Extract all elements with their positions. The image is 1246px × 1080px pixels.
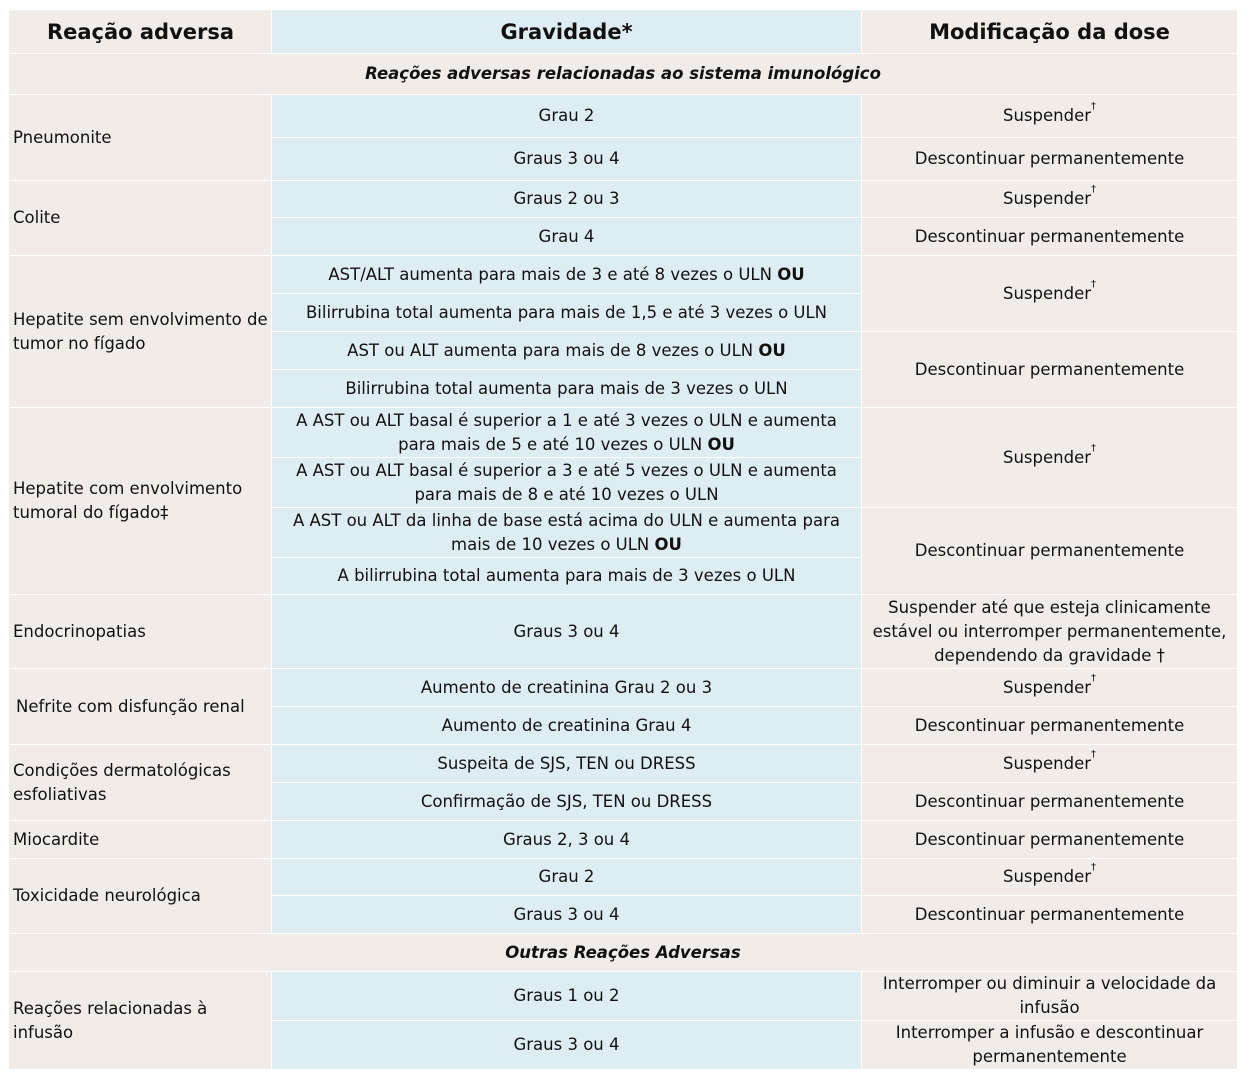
dagger-mark: † <box>1091 672 1097 684</box>
modification-cell <box>862 408 1238 508</box>
modification-text: Suspender <box>1002 753 1092 773</box>
severity-cell: Graus 3 ou 4 <box>272 595 862 669</box>
modification-cell: Interromper ou diminuir a velocidade da infusão <box>862 972 1238 1021</box>
severity-text: AST ou ALT aumenta para mais de 8 vezes o ULN <box>347 340 754 360</box>
table-row <box>9 972 1238 1021</box>
table-row <box>9 408 1238 458</box>
modification-cell <box>862 181 1238 218</box>
modification-cell: Descontinuar permanentemente <box>862 218 1238 256</box>
modification-cell: Descontinuar permanentemente <box>862 821 1238 859</box>
section-row <box>9 54 1238 95</box>
severity-cell: Graus 2, 3 ou 4 <box>272 821 862 859</box>
reaction-cell: Hepatite com envolvimento tumoral do fígado‡ <box>9 408 272 595</box>
table-row <box>9 821 1238 859</box>
reaction-cell: Colite <box>9 181 272 256</box>
severity-cell: A bilirrubina total aumenta para mais de 3 vezes o ULN <box>272 558 862 595</box>
severity-cell: Bilirrubina total aumenta para mais de 3 vezes o ULN <box>272 370 862 408</box>
severity-text: A AST ou ALT basal é superior a 1 e até 3 vezes o ULN e aumenta para mais de 5 e até 10 vezes o ULN <box>296 410 837 454</box>
severity-cell: Grau 2 <box>272 859 862 896</box>
modification-text: Suspender <box>1002 283 1092 303</box>
table-row <box>9 669 1238 707</box>
modification-cell <box>862 859 1238 896</box>
modification-cell <box>862 669 1238 707</box>
header-dose-modification: Modificação da dose <box>862 10 1238 54</box>
section-immune: Reações adversas relacionadas ao sistema imunológico <box>9 54 1238 95</box>
modification-text: Suspender <box>1002 447 1092 467</box>
severity-cell: Graus 3 ou 4 <box>272 1021 862 1070</box>
severity-cell: Confirmação de SJS, TEN ou DRESS <box>272 783 862 821</box>
severity-cell: Graus 3 ou 4 <box>272 138 862 181</box>
modification-text: Suspender <box>1002 677 1092 697</box>
reaction-cell: Endocrinopatias <box>9 595 272 669</box>
severity-cell: Graus 3 ou 4 <box>272 896 862 934</box>
severity-cell <box>272 508 862 558</box>
table-row <box>9 859 1238 896</box>
modification-cell: Descontinuar permanentemente <box>862 508 1238 595</box>
reaction-cell: Toxicidade neurológica <box>9 859 272 934</box>
reaction-cell: Reações relacionadas à infusão <box>9 972 272 1070</box>
severity-text: A AST ou ALT da linha de base está acima do ULN e aumenta para mais de 10 vezes o ULN <box>292 510 841 554</box>
modification-cell: Descontinuar permanentemente <box>862 896 1238 934</box>
reaction-cell: Pneumonite <box>9 95 272 181</box>
reaction-cell: Condições dermatológicas esfoliativas <box>9 745 272 821</box>
severity-cell: Grau 2 <box>272 95 862 138</box>
severity-cell: A AST ou ALT basal é superior a 3 e até 5 vezes o ULN e aumenta para mais de 8 e até 10 vezes o ULN <box>272 458 862 508</box>
severity-cell: Graus 1 ou 2 <box>272 972 862 1021</box>
modification-text: Suspender <box>1002 106 1092 125</box>
dagger-mark: † <box>1091 101 1097 112</box>
modification-cell: Descontinuar permanentemente <box>862 332 1238 408</box>
modification-cell: Descontinuar permanentemente <box>862 783 1238 821</box>
modification-cell: Interromper a infusão e descontinuar permanentemente <box>862 1021 1238 1070</box>
dagger-mark: † <box>1091 748 1097 760</box>
reaction-cell: Miocardite <box>9 821 272 859</box>
header-severity: Gravidade* <box>272 10 862 54</box>
modification-cell: Descontinuar permanentemente <box>862 138 1238 181</box>
modification-cell <box>862 256 1238 332</box>
modification-text: Suspender <box>1002 189 1092 208</box>
modification-cell: Suspender até que esteja clinicamente estável ou interromper permanentemente, dependendo da gravidade † <box>862 595 1238 669</box>
or-connector: OU <box>707 434 735 454</box>
dagger-mark: † <box>1091 184 1097 195</box>
severity-cell <box>272 332 862 370</box>
reaction-cell: Hepatite sem envolvimento de tumor no fígado <box>9 256 272 408</box>
modification-cell <box>862 95 1238 138</box>
severity-cell: Aumento de creatinina Grau 2 ou 3 <box>272 669 862 707</box>
table-header-row <box>9 10 1238 54</box>
severity-cell: Grau 4 <box>272 218 862 256</box>
table-row <box>9 256 1238 294</box>
severity-cell: Graus 2 ou 3 <box>272 181 862 218</box>
dagger-mark: † <box>1091 862 1097 873</box>
dagger-mark: † <box>1091 278 1097 290</box>
table-row <box>9 745 1238 783</box>
modification-text: Suspender <box>1002 867 1092 886</box>
severity-cell: Aumento de creatinina Grau 4 <box>272 707 862 745</box>
dose-modification-table-container <box>8 9 1238 1070</box>
dose-modification-table <box>8 9 1238 1070</box>
severity-cell <box>272 256 862 294</box>
severity-cell: Suspeita de SJS, TEN ou DRESS <box>272 745 862 783</box>
or-connector: OU <box>758 340 786 360</box>
or-connector: OU <box>654 534 682 554</box>
severity-text: AST/ALT aumenta para mais de 3 e até 8 vezes o ULN <box>328 264 772 284</box>
table-row <box>9 181 1238 218</box>
modification-cell: Descontinuar permanentemente <box>862 707 1238 745</box>
header-reaction: Reação adversa <box>9 10 272 54</box>
section-other: Outras Reações Adversas <box>9 934 1238 972</box>
severity-cell <box>272 408 862 458</box>
table-row <box>9 595 1238 669</box>
severity-cell: Bilirrubina total aumenta para mais de 1,5 e até 3 vezes o ULN <box>272 294 862 332</box>
modification-cell <box>862 745 1238 783</box>
or-connector: OU <box>777 264 805 284</box>
dagger-mark: † <box>1091 442 1097 454</box>
table-row <box>9 95 1238 138</box>
reaction-cell: Nefrite com disfunção renal <box>9 669 272 745</box>
section-row <box>9 934 1238 972</box>
